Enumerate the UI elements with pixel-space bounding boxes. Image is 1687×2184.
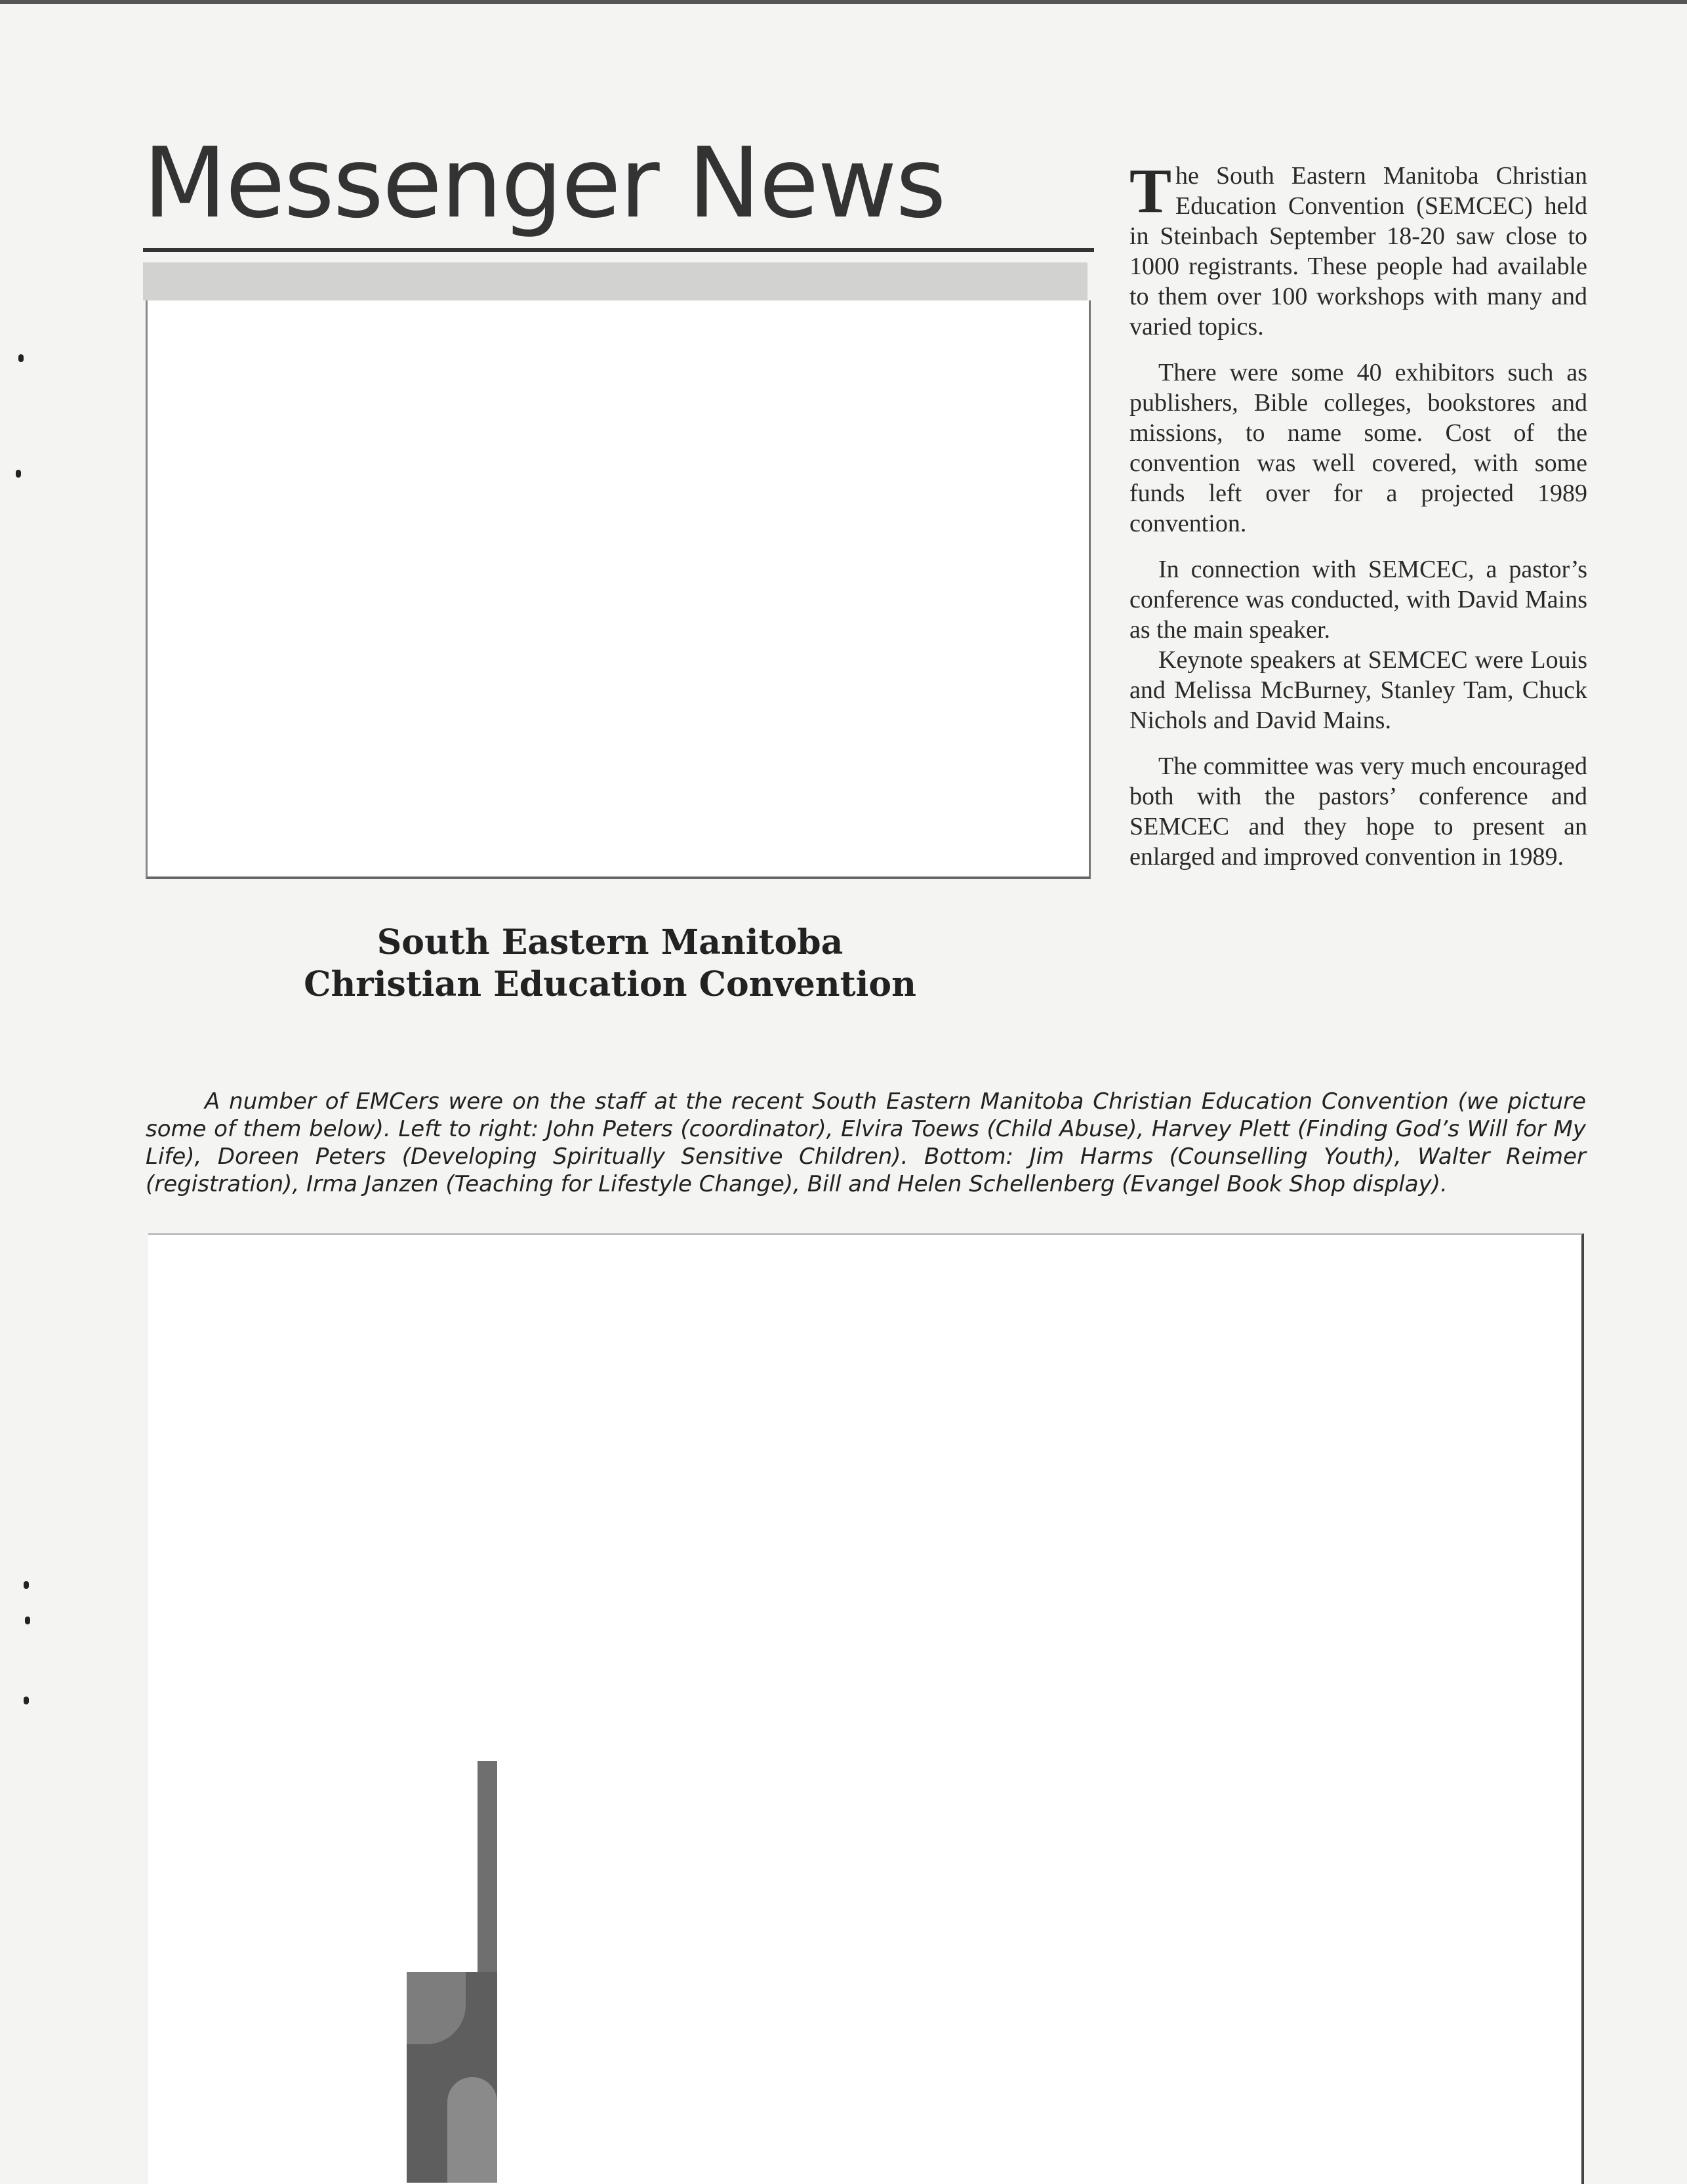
photo-caption-title — [249, 922, 971, 1006]
article-paragraph-1-text: he South Eastern Manitoba Christian Education Convention (SEMCEC) held in Steinbach September 18-20 saw close to 1000 registrants. These people had available to them over 100 workshops with many and varied topics. — [1129, 162, 1587, 340]
article-paragraph-3: In connection with SEMCEC, a pastor’s conference was conducted, with David Mains as the main speaker. — [1129, 556, 1587, 644]
caption-title-line1: South Eastern Manitoba — [376, 922, 844, 962]
article-paragraph-5: The committee was very much encouraged both with the pastors’ conference and SEMCEC and they hope to present an enlarged and improved convention in 1989. — [1129, 752, 1587, 871]
masthead-title: Messenger News — [143, 127, 945, 239]
top-border-line — [0, 0, 1687, 4]
drop-cap: T — [1129, 155, 1172, 226]
article-paragraph-2: There were some 40 exhibitors such as publishers, Bible colleges, bookstores and missions, to name some. Cost of the convention was well covered, with some funds left over for a projected 1989 convention. — [1129, 359, 1587, 537]
article-paragraph-1 — [1129, 155, 1587, 342]
margin-speck — [24, 1581, 29, 1589]
article-paragraph-4: Keynote speakers at SEMCEC were Louis and Melissa McBurney, Stanley Tam, Chuck Nichols and David Mains. — [1129, 646, 1587, 734]
photo-fragment-shape — [447, 2077, 497, 2183]
margin-speck — [16, 470, 21, 478]
photo-fragment-shape — [407, 1972, 466, 2044]
staff-photo-fragment-people — [407, 1972, 497, 2183]
top-photo-edge — [143, 262, 1087, 300]
staff-photo-caption: A number of EMCers were on the staff at the recent South Eastern Manitoba Christian Education Convention (we picture some of them below). Left to right: John Peters (coordinator), Elvira Toews (Child Abuse), Harvey Plett (Finding God’s Will for My Life), Doreen Peters (Developing Spiritually Sensitive Children). Bottom: Jim Harms (Counselling Youth), Walter Reimer (registration), Irma Janzen (Teaching for Lifestyle Change), Bill and Helen Schellenberg (Evangel Book Shop display). — [146, 1088, 1586, 1197]
margin-speck — [25, 1617, 30, 1624]
convention-photo — [146, 300, 1091, 879]
caption-title-line2: Christian Education Convention — [304, 964, 916, 1004]
margin-speck — [24, 1697, 29, 1704]
staff-photo — [148, 1233, 1584, 2184]
masthead-rule — [143, 248, 1094, 252]
margin-speck — [18, 354, 24, 362]
article-body — [1129, 155, 1587, 888]
